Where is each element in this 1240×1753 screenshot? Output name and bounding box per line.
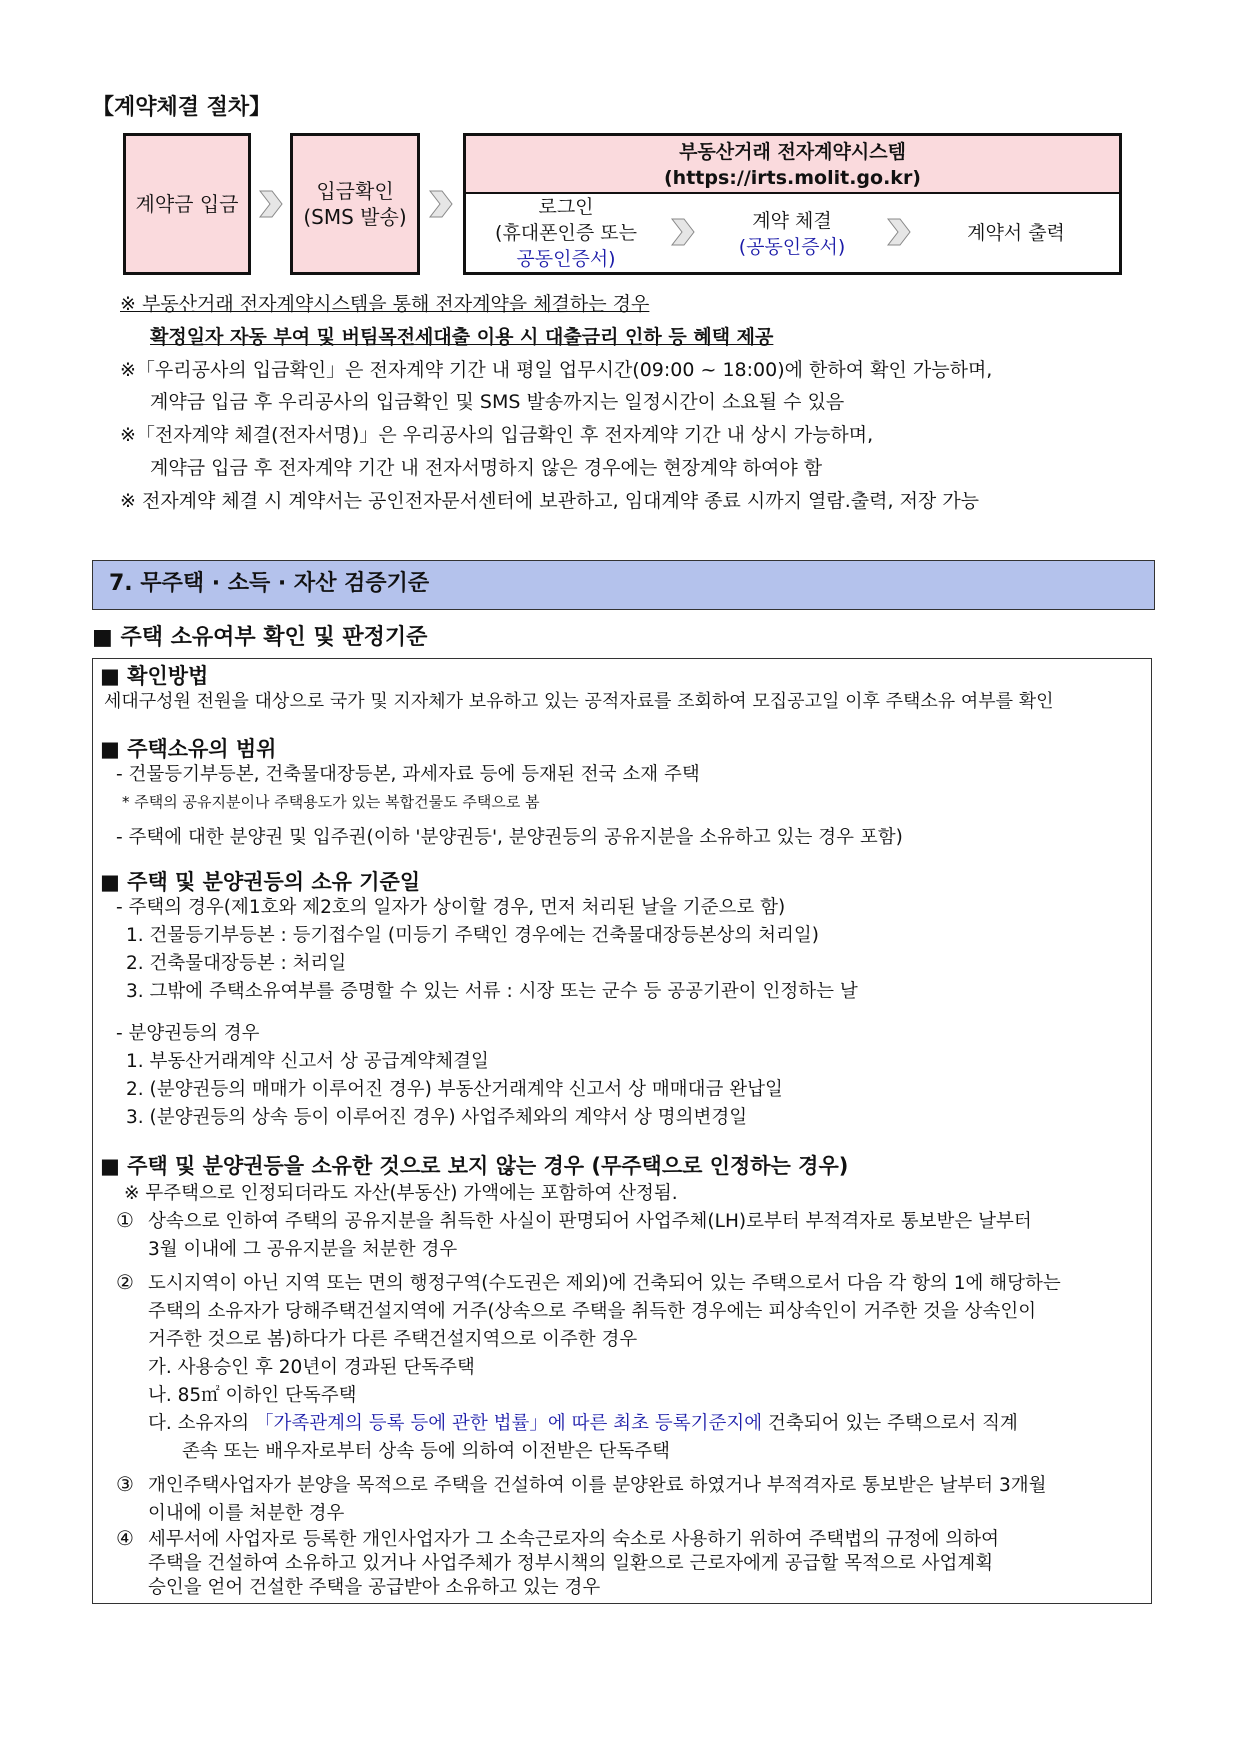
case-2-mark: ② xyxy=(116,1270,134,1294)
case-4-mark: ④ xyxy=(116,1526,134,1550)
login-line1: 로그인 xyxy=(538,196,594,218)
confirm-text: 세대구성원 전원을 대상으로 국가 및 지자체가 보유하고 있는 공적자료를 조회하여 모집공고일 이후 주택소유 여부를 확인 xyxy=(104,691,1054,712)
login-line3: 공동인증서) xyxy=(516,248,616,270)
scope-l2: - 주택에 대한 분양권 및 입주권(이하 '분양권등', 분양권등의 공유지분을 소유하고 있는 경우 포함) xyxy=(116,827,903,848)
arrow-right-icon xyxy=(428,187,454,221)
section-7-title: 7. 무주택 · 소득 · 자산 검증기준 xyxy=(92,560,1155,610)
contract-line1: 계약 체결 xyxy=(752,210,832,232)
scope-head: ■ 주택소유의 범위 xyxy=(100,737,277,761)
basis-r3: 3. (분양권등의 상속 등이 이루어진 경우) 사업주체와의 계약서 상 명의변경일 xyxy=(126,1107,748,1128)
case-1-a: 상속으로 인하여 주택의 공유지분을 취득한 사실이 판명되어 사업주체(LH)로부터 부적격자로 통보받은 날부터 xyxy=(148,1211,1032,1232)
case-2-a: 도시지역이 아닌 지역 또는 면의 행정구역(수도권은 제외)에 건축되어 있는 주택으로서 다음 각 항의 1에 해당하는 xyxy=(148,1273,1061,1294)
step-contract xyxy=(702,208,882,260)
case-2-c: 거주한 것으로 봄)하다가 다른 주택건설지역으로 이주한 경우 xyxy=(148,1329,638,1350)
case-3-a: 개인주택사업자가 분양을 목적으로 주택을 건설하여 이를 분양완료 하였거나 부적격자로 통보받은 날부터 3개월 xyxy=(148,1475,1047,1496)
basis-h2: 2. 건축물대장등본 : 처리일 xyxy=(126,953,347,974)
basis-house: - 주택의 경우(제1호와 제2호의 일자가 상이할 경우, 먼저 처리된 날을 기준으로 함) xyxy=(116,897,786,918)
exempt-note: ※ 무주택으로 인정되더라도 자산(부동산) 가액에는 포함하여 산정됨. xyxy=(124,1183,678,1204)
note-3a: ※「전자계약 체결(전자서명)」은 우리공사의 입금확인 후 전자계약 기간 내 상시 가능하며, xyxy=(120,424,874,446)
case-2-da-b: 존속 또는 배우자로부터 상속 등에 의하여 이전받은 단독주택 xyxy=(182,1441,670,1462)
case-2-da-pre: 다. 소유자의 xyxy=(148,1413,255,1434)
note-2a: ※「우리공사의 입금확인」은 전자계약 기간 내 평일 업무시간(09:00 ~ 18:00)에 한하여 확인 가능하며, xyxy=(120,359,993,381)
case-3-mark: ③ xyxy=(116,1472,134,1496)
exempt-head: ■ 주택 및 분양권등을 소유한 것으로 보지 않는 경우 (무주택으로 인정하는 경우) xyxy=(100,1154,849,1178)
case-2-ga: 가. 사용승인 후 20년이 경과된 단독주택 xyxy=(148,1357,475,1378)
note-3b: 계약금 입금 후 전자계약 기간 내 전자서명하지 않은 경우에는 현장계약 하여야 함 xyxy=(150,457,823,479)
step-deposit-label: 계약금 입금 xyxy=(135,192,239,216)
contract-line2: (공동인증서) xyxy=(738,236,846,258)
step-confirm-line2: (SMS 발송) xyxy=(303,205,407,229)
case-3-b: 이내에 이를 처분한 경우 xyxy=(148,1503,345,1524)
system-url: (https://irts.molit.go.kr) xyxy=(664,167,921,189)
note-2b: 계약금 입금 후 우리공사의 입금확인 및 SMS 발송까지는 일정시간이 소요될 수 있음 xyxy=(150,391,845,413)
step-confirm-line1: 입금확인 xyxy=(316,179,394,203)
case-2-da-law: 「가족관계의 등록 등에 관한 법률」에 따른 최초 등록기준지에 xyxy=(255,1413,763,1434)
confirm-head: ■ 확인방법 xyxy=(100,664,209,688)
system-name: 부동산거래 전자계약시스템 xyxy=(679,141,906,163)
case-4-a: 세무서에 사업자로 등록한 개인사업자가 그 소속근로자의 숙소로 사용하기 위하여 주택법의 규정에 의하여 xyxy=(148,1529,1000,1550)
case-1-mark: ① xyxy=(116,1208,134,1232)
step-print: 계약서 출력 xyxy=(967,222,1065,244)
basis-r2: 2. (분양권등의 매매가 이루어진 경우) 부동산거래계약 신고서 상 매매대금 완납일 xyxy=(126,1079,783,1100)
login-line2: (휴대폰인증 또는 xyxy=(495,222,637,244)
arrow-right-icon xyxy=(670,215,696,249)
step-confirm xyxy=(290,133,420,275)
arrow-right-icon xyxy=(258,187,284,221)
basis-h3: 3. 그밖에 주택소유여부를 증명할 수 있는 서류 : 시장 또는 군수 등 공공기관이 인정하는 날 xyxy=(126,981,858,1002)
section-subhead: ■ 주택 소유여부 확인 및 판정기준 xyxy=(92,625,428,650)
case-4-c: 승인을 얻어 건설한 주택을 공급받아 소유하고 있는 경우 xyxy=(148,1577,601,1598)
basis-r1: 1. 부동산거래계약 신고서 상 공급계약체결일 xyxy=(126,1051,489,1072)
case-2-da xyxy=(148,1412,1018,1436)
case-1-b: 3월 이내에 그 공유지분을 처분한 경우 xyxy=(148,1239,458,1260)
case-2-na: 나. 85㎡ 이하인 단독주택 xyxy=(148,1385,357,1406)
note-1b: 확정일자 자동 부여 및 버팀목전세대출 이용 시 대출금리 인하 등 혜택 제공 xyxy=(150,326,774,348)
case-2-b: 주택의 소유자가 당해주택건설지역에 거주(상속으로 주택을 취득한 경우에는 피상속인이 거주한 것을 상속인이 xyxy=(148,1301,1037,1322)
note-4: ※ 전자계약 체결 시 계약서는 공인전자문서센터에 보관하고, 임대계약 종료 시까지 열람.출력, 저장 가능 xyxy=(120,490,980,512)
case-4-b: 주택을 건설하여 소유하고 있거나 사업주체가 정부시책의 일환으로 근로자에게 공급할 목적으로 사업계획 xyxy=(148,1553,994,1574)
e-contract-system-box xyxy=(463,133,1122,275)
step-login xyxy=(466,194,666,272)
step-deposit xyxy=(123,133,251,275)
note-1a: ※ 부동산거래 전자계약시스템을 통해 전자계약을 체결하는 경우 xyxy=(120,293,650,315)
basis-right: - 분양권등의 경우 xyxy=(116,1023,260,1044)
procedure-title: 【계약체결 절차】 xyxy=(92,95,272,120)
basis-head: ■ 주택 및 분양권등의 소유 기준일 xyxy=(100,870,421,894)
arrow-right-icon xyxy=(886,215,912,249)
basis-h1: 1. 건물등기부등본 : 등기접수일 (미등기 주택인 경우에는 건축물대장등본상의 처리일) xyxy=(126,925,819,946)
case-2-da-post: 건축되어 있는 주택으로서 직계 xyxy=(762,1413,1018,1434)
scope-l1-note: * 주택의 공유지분이나 주택용도가 있는 복합건물도 주택으로 봄 xyxy=(122,793,540,811)
scope-l1: - 건물등기부등본, 건축물대장등본, 과세자료 등에 등재된 전국 소재 주택 xyxy=(116,764,700,785)
system-header xyxy=(466,136,1119,194)
